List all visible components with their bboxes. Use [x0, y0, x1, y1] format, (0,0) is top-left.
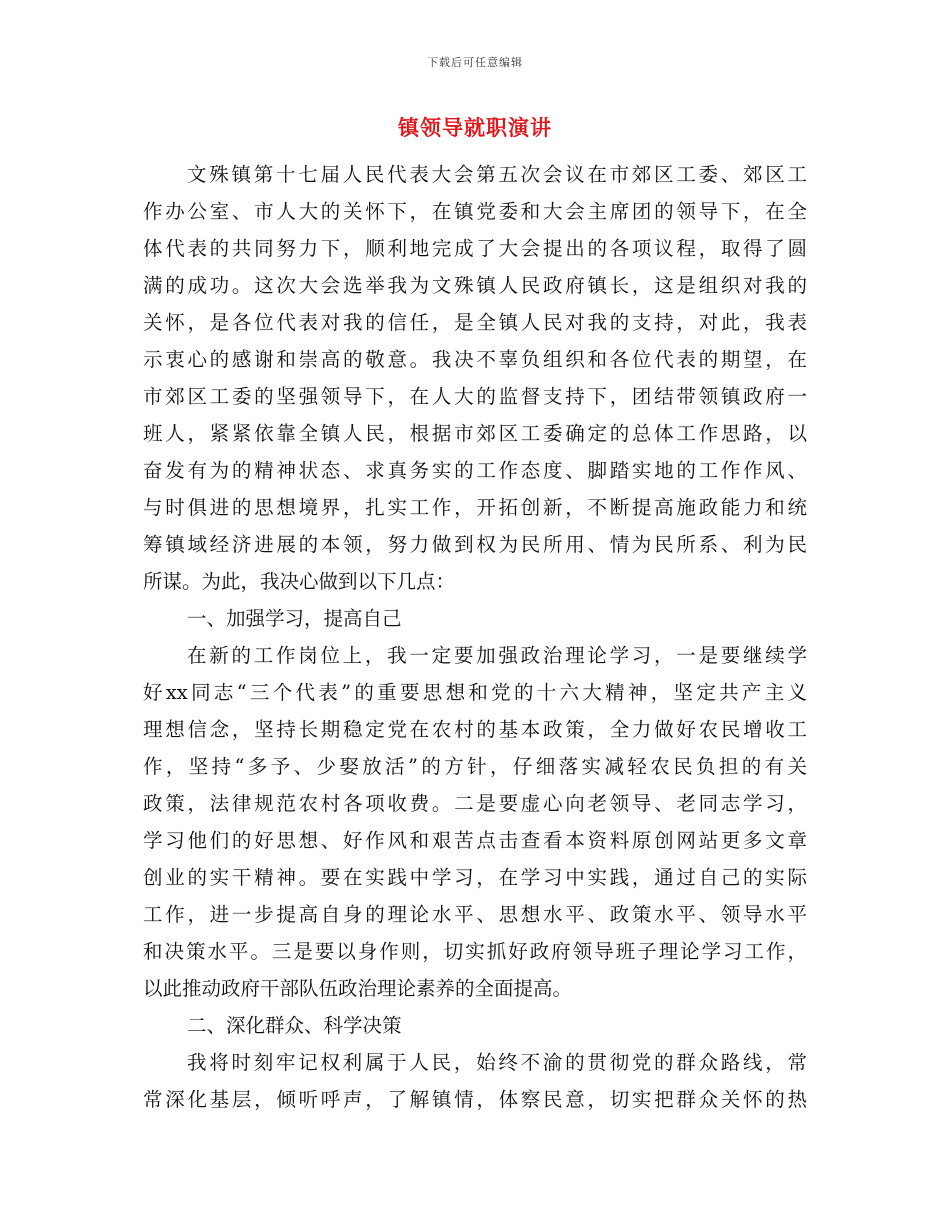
- text-line: 所谋。为此，我决心做到以下几点：: [143, 570, 456, 593]
- text-line: 关怀，是各位代表对我的信任，是全镇人民对我的支持，对此，我表: [143, 311, 807, 334]
- text-line: 作，坚持“多予、少娶放活”的方针，仔细落实减轻农民负担的有关: [143, 755, 807, 778]
- text-line: 作办公室、市人大的关怀下，在镇党委和大会主席团的领导下，在全: [143, 200, 807, 223]
- text-line: 奋发有为的精神状态、求真务实的工作态度、脚踏实地的工作作风、: [143, 459, 807, 482]
- text-line: 筹镇域经济进展的本领，努力做到权为民所用、情为民所系、利为民: [143, 533, 807, 556]
- text-line: 满的成功。这次大会选举我为文殊镇人民政府镇长，这是组织对我的: [143, 274, 807, 297]
- text-line: 政策，法律规范农村各项收费。二是要虚心向老领导、老同志学习，: [143, 792, 807, 815]
- text-line: 好xx同志“三个代表”的重要思想和党的十六大精神，坚定共产主义: [143, 681, 807, 704]
- text-line: 与时俱进的思想境界，扎实工作，开拓创新，不断提高施政能力和统: [143, 496, 807, 519]
- text-line: 和决策水平。三是要以身作则，切实抓好政府领导班子理论学习工作，: [143, 940, 807, 963]
- text-line: 常深化基层，倾听呼声，了解镇情，体察民意，切实把群众关怀的热: [143, 1088, 807, 1111]
- text-line: 学习他们的好思想、好作风和艰苦点击查看本资料原创网站更多文章: [143, 829, 807, 852]
- text-line: 工作，进一步提高自身的理论水平、思想水平、政策水平、领导水平: [143, 903, 807, 926]
- text-line: 体代表的共同努力下，顺利地完成了大会提出的各项议程，取得了圆: [143, 237, 807, 260]
- text-line: 理想信念，坚持长期稳定党在农村的基本政策，全力做好农民增收工: [143, 718, 807, 741]
- text-line: 我将时刻牢记权利属于人民，始终不渝的贯彻党的群众路线，常: [187, 1051, 807, 1074]
- text-line: 以此推动政府干部队伍政治理论素养的全面提高。: [143, 977, 573, 1000]
- document-body: [143, 156, 807, 1118]
- text-line: 班人，紧紧依靠全镇人民，根据市郊区工委确定的总体工作思路，以: [143, 422, 807, 445]
- text-line: 二、深化群众、科学决策: [187, 1014, 402, 1037]
- text-line: 市郊区工委的坚强领导下，在人大的监督支持下，团结带领镇政府一: [143, 385, 807, 408]
- text-line: 文殊镇第十七届人民代表大会第五次会议在市郊区工委、郊区工: [187, 163, 807, 186]
- text-line: 示衷心的感谢和崇高的敬意。我决不辜负组织和各位代表的期望，在: [143, 348, 807, 371]
- text-line: 在新的工作岗位上，我一定要加强政治理论学习，一是要继续学: [187, 644, 807, 667]
- header-note: 下载后可任意编辑: [427, 56, 523, 69]
- document-title: 镇领导就职演讲: [398, 115, 552, 140]
- text-line: 一、加强学习，提高自己: [187, 607, 402, 630]
- text-line: 创业的实干精神。要在实践中学习，在学习中实践，通过自己的实际: [143, 866, 807, 889]
